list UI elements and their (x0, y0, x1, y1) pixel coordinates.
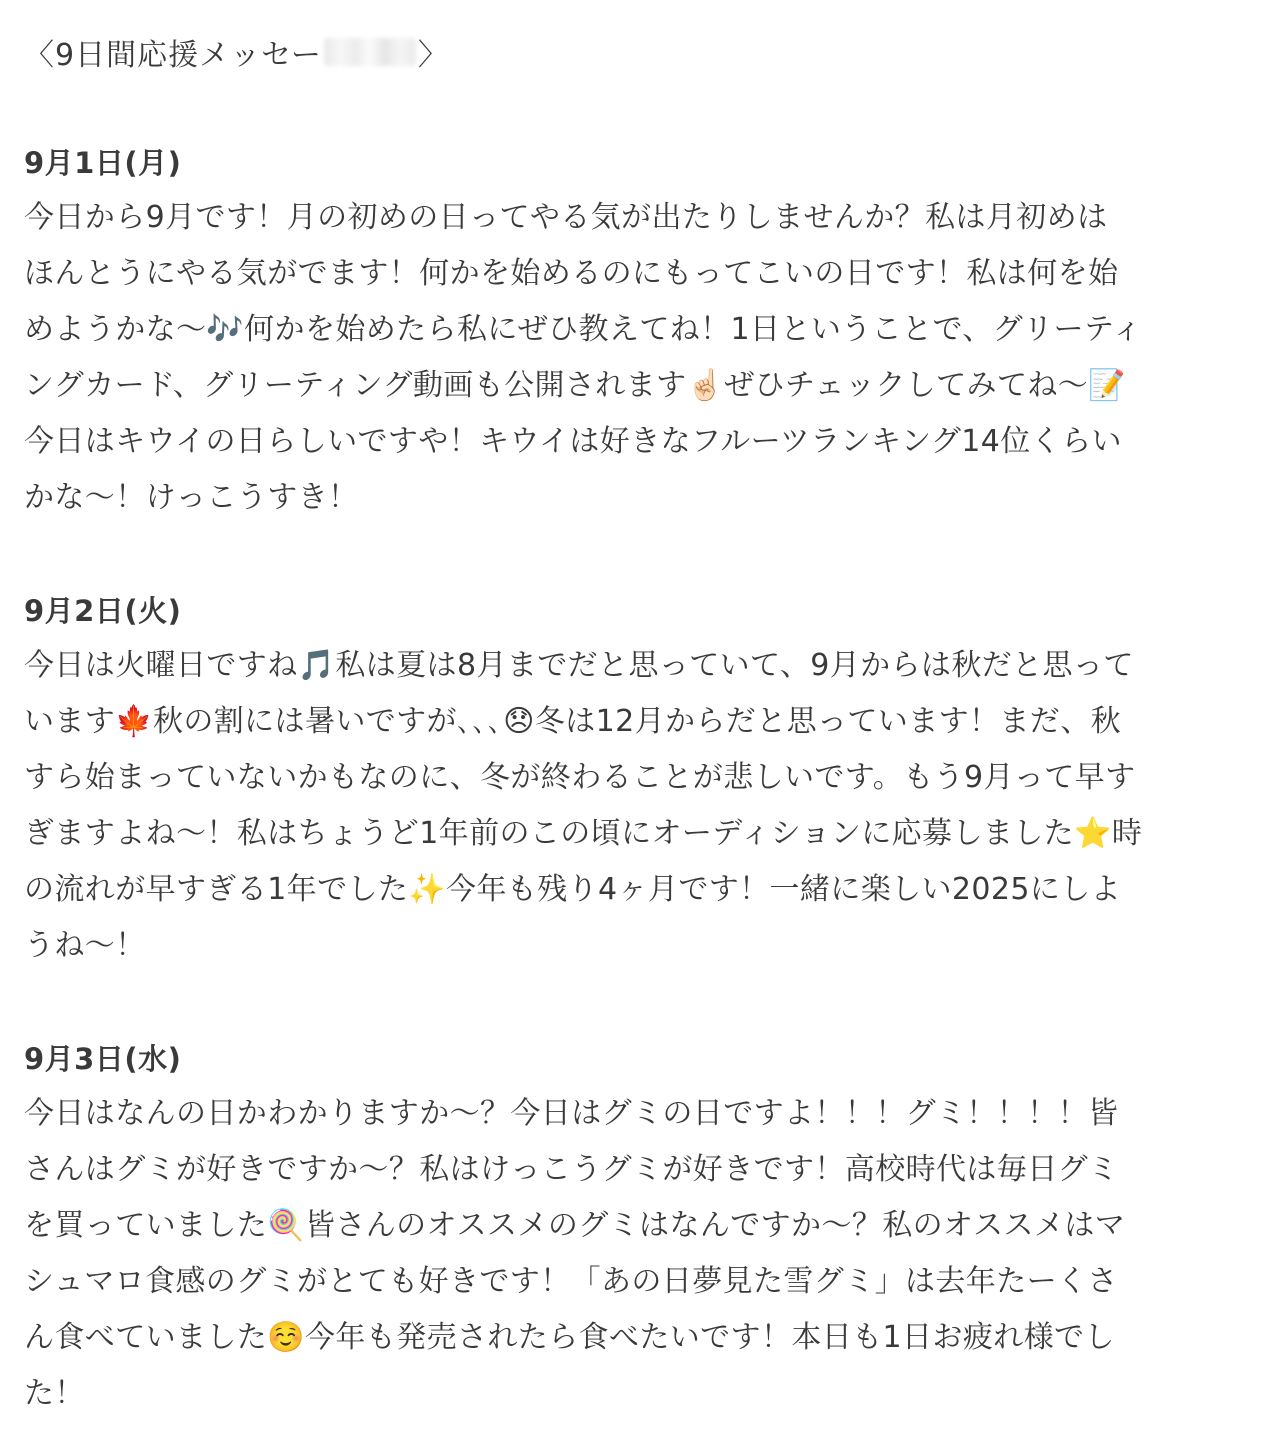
entry-line: うね〜！ (24, 928, 146, 963)
entry-line: すら始まっていないかもなのに、冬が終わることが悲しいです。もう9月って早す (24, 760, 1136, 795)
entry-line: ん食べていました☺️今年も発売されたら食べたいです！本日も1日お疲れ様でし (24, 1320, 1115, 1355)
entry-sep-2 (24, 584, 1256, 974)
entry-sep-1 (24, 136, 1256, 526)
entry-line: かな〜！けっこうすき！ (24, 480, 359, 515)
entry-date: 9月3日(水) (24, 1042, 182, 1076)
entry-line: 今日から9月です！月の初めの日ってやる気が出たりしませんか？私は月初めは (24, 200, 1108, 235)
entry-line: た！ (24, 1376, 85, 1411)
entry-date: 9月1日(月) (24, 146, 182, 180)
page-title-text: 〈9日間応援メッセー (24, 38, 322, 73)
entry-line: めようかな〜🎶何かを始めたら私にぜひ教えてね！1日ということで、グリーティ (24, 312, 1143, 347)
entry-line: さんはグミが好きですか〜？私はけっこうグミが好きです！高校時代は毎日グミ (24, 1152, 1119, 1187)
entry-line: います🍁秋の割には暑いですが､､､😞冬は12月からだと思っています！まだ、秋 (24, 704, 1122, 739)
entry-date: 9月2日(火) (24, 594, 182, 628)
page-title-bracket: 〉 (417, 38, 449, 73)
entry-line: を買っていました🍭皆さんのオススメのグミはなんですか〜？私のオススメはマ (24, 1208, 1126, 1243)
entry-line: の流れが早すぎる1年でした✨今年も残り4ヶ月です！一緒に楽しい2025にしよ (24, 872, 1122, 907)
page-title (24, 24, 449, 80)
entry-line: ングカード、グリーティング動画も公開されます☝🏻ぜひチェックしてみてね〜📝 (24, 368, 1126, 403)
entry-sep-3 (24, 1032, 1256, 1422)
entry-line: 今日は火曜日ですね🎵私は夏は8月までだと思っていて、9月からは秋だと思って (24, 648, 1134, 683)
entry-line: ほんとうにやる気がでます！何かを始めるのにもってこいの日です！私は何を始 (24, 256, 1119, 291)
redacted-blur (324, 38, 416, 66)
entry-line: 今日はなんの日かわかりますか〜？今日はグミの日ですよ！！！グミ！！！！皆 (24, 1096, 1119, 1131)
entry-line: ぎますよね〜！私はちょうど1年前のこの頃にオーディションに応募しました⭐時 (24, 816, 1143, 851)
entry-line: 今日はキウイの日らしいですや！キウイは好きなフルーツランキング14位くらい (24, 424, 1122, 459)
entry-line: シュマロ食感のグミがとても好きです！「あの日夢見た雪グミ」は去年たーくさ (24, 1264, 1118, 1299)
